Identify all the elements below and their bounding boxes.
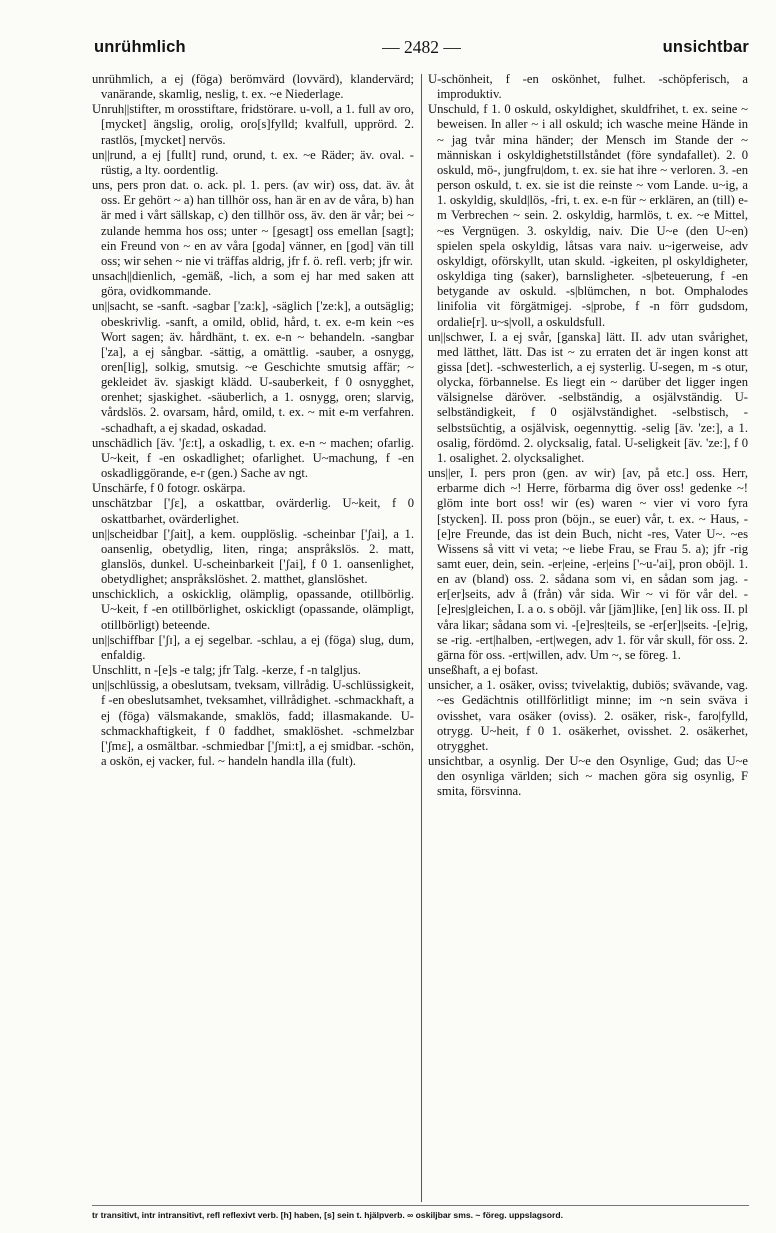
entry: unschätzbar ['ʃɛ], a oskattbar, ovärderlig. U~keit, f 0 oskattbarhet, ovärderlighet. (92, 496, 414, 526)
entry: un||scheidbar ['ʃait], a kem. oupplöslig. -scheinbar ['ʃai], a 1. oansenlig, obetydlig, liten, ringa; anspråkslös. 2. matt, glanslös, dunkel. U-scheinbarkeit ['ʃai], f 0 1. oansenlighet, obetydlighet; anspråkslöshet. 2. matthet, glanslöshet. (92, 526, 414, 587)
entry: unseßhaft, a ej bofast. (428, 663, 539, 678)
entry: Unschuld, f 1. 0 oskuld, oskyldighet, skuldfrihet, t. ex. seine ~ beweisen. In aller ~ i all oskuld; ich wasche meine Hände in ~ jag tvår mina händer; der Mensch im Stande der ~ människan i oskyldighetstillståndet (före syndafallet). 2. 0 oskuld, mö-, jungfru|dom, t. ex. sie hat ihre ~ verloren. 3. -en person oskuld, t. ex. sie ist die reinste ~ vom Lande. u~ig, a 1. oskyldig, skuld|lös, -fri, t. ex. e-n für ~ erklären, an (till) e-m Verbrechen ~ sein. 2. oskyldig, harmlös, t. ex. ~e Mittel, ~es Vergnügen. 3. oskyldig, naiv. Die U~e (den U~en) spielen spela oskyldig, låtsas vara naiv. u~igerweise, adv oskyldigt, oförskyllt, utan skuld. -igkeiten, pl oskyldigheter, oskyldiga ting (saker), barnsligheter. -s|beteuerung, f -en betygande av oskuld. -s|blümchen, n bot. Omphalodes linifolia vit förgätmigej. -s|probe, f -n förr gudsdom, ordalie[r]. u~s|voll, a oskuldsfull. (428, 102, 748, 329)
entry: unschicklich, a oskicklig, olämplig, opassande, otillbörlig. U~keit, f -en otillbörlighet, oskickligt (opassande, olämpligt, otillbörligt) beteende. (92, 587, 414, 632)
right-guide-word: unsichtbar (662, 38, 749, 56)
abbreviation-legend: tr transitivt, intr intransitivt, refl reflexivt verb. [h] haben, [s] sein t. hjälpverb. ∞ oskiljbar sms. ~ föreg. uppslagsord. (92, 1210, 564, 1220)
entry: un||schlüssig, a obeslutsam, tveksam, villrådig. U-schlüssigkeit, f -en obeslutsamhet, tveksamhet, villrådighet. -schmackhaft, a ej (föga) välsmakande, smaklös, fadd; illasmakande. U-schmackhaftigkeit, f 0 faddhet, smaklöshet. -schmelzbar ['ʃmɛ], a osmältbar. -schmiedbar ['ʃmi:t], a ej smidbar. -schön, a oskön, ej vacker, ful. ~ handeln handla illa (fult). (92, 678, 414, 769)
entry: unsicher, a 1. osäker, oviss; tvivelaktig, dubiös; svävande, vag. ~es Gedächtnis otillförlitligt minne; im ~n sein sväva i ovisshet, vara osäker (oviss). 2. osäker, risk-, faro|fylld, otrygg. U~heit, f 0 1. osäkerhet, ovisshet. 2. osäkerhet, otrygghet. (428, 678, 748, 753)
entry: unsichtbar, a osynlig. Der U~e den Osynlige, Gud; das U~e den osynliga världen; sich ~ machen göra sig osynlig, F smita, försvinna. (428, 754, 748, 799)
entry: un||schiffbar ['ʃɪ], a ej segelbar. -schlau, a ej (föga) slug, dum, enfaldig. (92, 632, 414, 662)
entry: uns||er, I. pers pron (gen. av wir) [av, på etc.] oss. Herr, erbarme dich ~! Herre, förbarma dig över oss! gedenke ~! glöm inte bort oss! wir (es) waren ~ vier vi voro fyra [stycken]. II. poss pron (böjn., se euer) vår, t. ex. ~ Haus, -[e]re Freunde, das ist dein Buch, nicht -res, Vater U~. ~es Wissens så vitt vi veta; ~e liebe Frau, se Frau 5. a); jfr -rig samt euer, dein, sein. -er|eine, -er|eins ['~u-'ai], pron oböjl. 1. en av (bland) oss. 2. sådana som vi, en sådan som jag. -er[er]seits, adv å (från) vår sida. Wir ~ vi för vår del. -[e]res|gleichen, I. a o. s oböjl. vår [jäm]like, [en] lik oss. II. pl våra likar; sådana som vi. -[e]res|teils, se -er[er]|seits. -[e]rig, se -rig. -ert|halben, -ert|wegen, adv 1. för vår skull, för oss. 2. gärna för oss. -ert|willen, adv. Um ~, se föreg. 1. (428, 466, 748, 662)
left-guide-word: unrühmlich (94, 38, 186, 56)
left-column (92, 72, 414, 1202)
entry: Unruh||stifter, m orosstiftare, fridstörare. u-voll, a 1. full av oro, [mycket] ängslig, orolig, oro[s]fylld; kvalfull, upprörd. 2. rastlös, [mycket] nervös. (92, 102, 414, 147)
entry: unrühmlich, a ej (föga) berömvärd (lovvärd), klandervärd; vanärande, skamlig, neslig, t. ex. ~e Niederlage. (92, 72, 414, 102)
column-divider (421, 74, 422, 1202)
page-header (94, 36, 749, 60)
entry: uns, pers pron dat. o. ack. pl. 1. pers. (av wir) oss, dat. äv. åt oss. Er gehört ~ a) han tillhör oss, han är en av de våra, b) han är med i vårt sällskap, c) den tillhör oss, äv. den är vår; bei ~ zulande hemma hos oss; unter ~ [gesagt] oss emellan [sagt]; ein Freund von ~ en av våra [goda] vänner, en [god] vän till oss; wir sehen ~ nie vi träffas aldrig, jfr f. ö. refl. verb; jfr wir. (92, 178, 414, 268)
entry: unsach||dienlich, -gemäß, -lich, a som ej har med saken att göra, ovidkommande. (92, 269, 414, 299)
entry: U-schönheit, f -en oskönhet, fulhet. -schöpferisch, a improduktiv. (428, 72, 748, 102)
entry: unschädlich [äv. 'ʃɛ:t], a oskadlig, t. ex. e-n ~ machen; ofarlig. U~keit, f -en oskadlighet; ofarlighet. U~machung, f -en oskadliggörande, e-r (gen.) Sache av ngt. (92, 435, 414, 481)
right-column (428, 72, 748, 1202)
entry: Unschärfe, f 0 fotogr. oskärpa. (92, 481, 246, 496)
footer-rule (92, 1205, 749, 1206)
entry: un||sacht, se -sanft. -sagbar ['za:k], -säglich ['ze:k], a outsäglig; obeskrivlig. -sanft, a omild, oblid, hård, t. ex. e-m kein ~es Wort sagen; äv. hårdhänt, t. ex. e-n ~ behandeln. -sangbar ['za], a ej sångbar. -sättig, a omättlig. -sauber, a osnygg, oren[lig], solkig, smutsig. ~e Geschichte smutsig affär; ~ gekleidet äv. sjaskigt klädd. U-sauberkeit, f 0 osnygghet, orenhet; sjaskighet. -säuberlich, a 1. osnygg, oren; slarvig, vårdslös. 2. ovarsam, hård, omild, t. ex. ~ mit e-m verfahren. -schadhaft, a ej skadad, oskadad. (92, 299, 414, 435)
entry: Unschlitt, n -[e]s -e talg; jfr Talg. -kerze, f -n talgljus. (92, 663, 361, 678)
entry: un||rund, a ej [fullt] rund, orund, t. ex. ~e Räder; äv. oval. -rüstig, a lty. oordentlig. (92, 147, 414, 177)
entry: un||schwer, I. a ej svår, [ganska] lätt. II. adv utan svårighet, med lätthet, lätt. Das ist ~ zu erraten det är ingen konst att gissa [det]. -schwesterlich, a ej systerlig. U-segen, m -s otur, olycka, förbannelse. Es liegt ein ~ darüber det ligger ingen välsignelse däröver. -selbständig, a osjälvständig. U-selbständigkeit, f 0 osjälvständighet. -selbstisch, -selbstsüchtig, a osjälvisk, oegennyttig. -selig [äv. 'ze:], a 1. osalig, fördömd. 2. olycksalig, fatal. U-seligkeit [äv. 'ze:], f 0 1. osalighet. 2. olycksalighet. (428, 329, 748, 465)
page-number: — 2482 — (382, 37, 461, 57)
